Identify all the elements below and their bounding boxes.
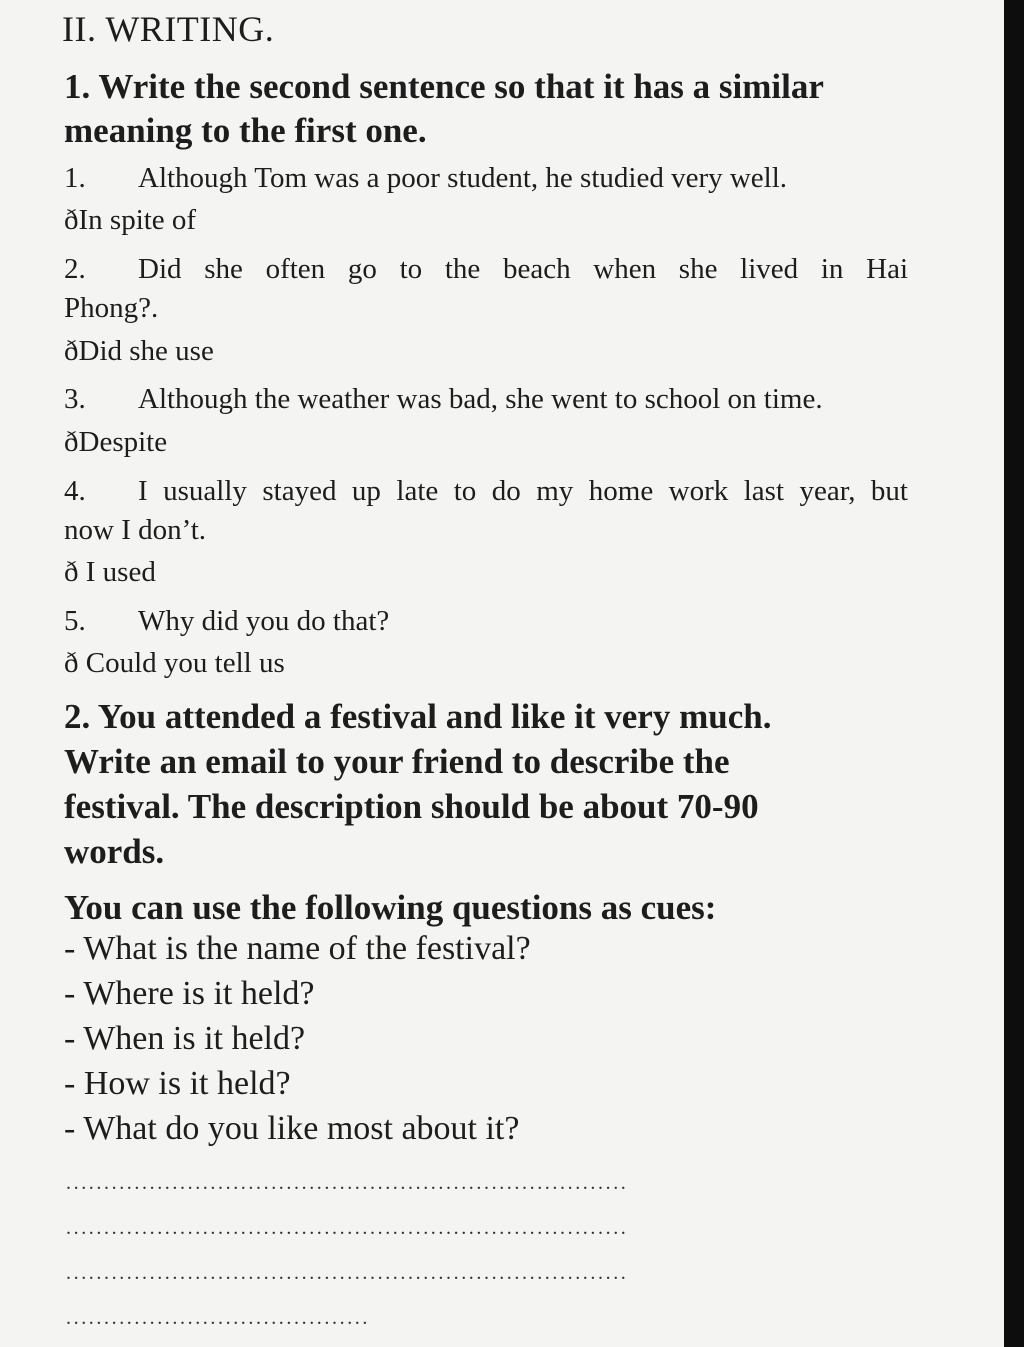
item-sentence: Although Tom was a poor student, he studied very well. bbox=[138, 162, 788, 194]
task2-heading-line: festival. The description should be about 70-90 bbox=[64, 787, 759, 826]
task2-heading-line: words. bbox=[64, 832, 165, 871]
rewrite-prompt: ð Could you tell us bbox=[64, 647, 285, 679]
item-sentence: I usually stayed up late to do my home work last year, but bbox=[138, 475, 908, 507]
task1-heading-line1: 1. Write the second sentence so that it has a similar bbox=[64, 67, 824, 106]
item-number: 5. bbox=[64, 605, 86, 637]
cue-item: - How is it held? bbox=[64, 1065, 291, 1102]
item-number: 1. bbox=[64, 162, 86, 194]
rewrite-prompt: ðIn spite of bbox=[64, 204, 197, 236]
photo-edge-shadow bbox=[1004, 0, 1024, 1347]
cue-item: - What is the name of the festival? bbox=[64, 930, 531, 967]
answer-line[interactable]: ........................................ bbox=[66, 1307, 370, 1329]
rewrite-prompt: ðDespite bbox=[64, 426, 168, 458]
item-sentence: Did she often go to the beach when she lived in Hai bbox=[138, 253, 908, 285]
cue-item: - What do you like most about it? bbox=[64, 1110, 520, 1147]
task2-heading-line: 2. You attended a festival and like it very much. bbox=[64, 697, 772, 736]
cue-item: - When is it held? bbox=[64, 1020, 306, 1057]
item-number: 2. bbox=[64, 253, 86, 285]
task2-heading-line: Write an email to your friend to describe the bbox=[64, 742, 730, 781]
item-sentence-continued: Phong?. bbox=[64, 292, 159, 324]
cue-item: - Where is it held? bbox=[64, 975, 315, 1012]
cues-heading: You can use the following questions as cues: bbox=[64, 888, 717, 927]
answer-line[interactable]: .......................................................................... bbox=[66, 1217, 629, 1239]
section-title: II. WRITING. bbox=[62, 9, 275, 49]
item-number: 4. bbox=[64, 475, 86, 507]
item-sentence: Although the weather was bad, she went to school on time. bbox=[138, 383, 823, 415]
answer-line[interactable]: .......................................................................... bbox=[66, 1262, 629, 1284]
item-number: 3. bbox=[64, 383, 86, 415]
rewrite-prompt: ð I used bbox=[64, 556, 156, 588]
item-sentence-continued: now I don’t. bbox=[64, 514, 207, 546]
answer-line[interactable]: .......................................................................... bbox=[66, 1172, 629, 1194]
rewrite-prompt: ðDid she use bbox=[64, 335, 214, 367]
item-sentence: Why did you do that? bbox=[138, 605, 390, 637]
task1-heading-line2: meaning to the first one. bbox=[64, 111, 427, 150]
